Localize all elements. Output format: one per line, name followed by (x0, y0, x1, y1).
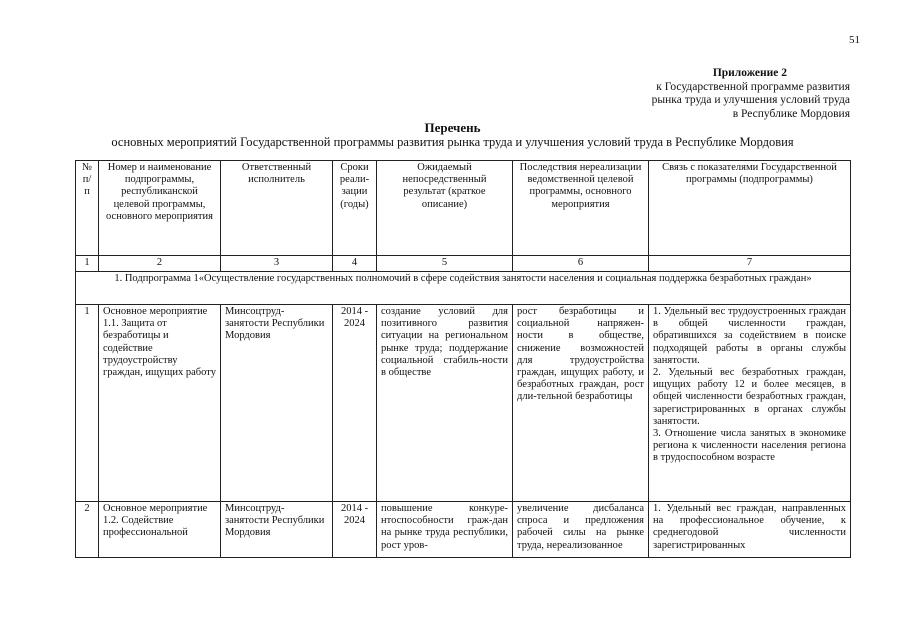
header-result: Ожидаемый непосредственный результат (краткое описание) (377, 161, 513, 256)
header-period: Сроки реали-зации (годы) (333, 161, 377, 256)
appendix-line: в Республике Мордовия (732, 107, 850, 120)
section-title: 1. Подпрограмма 1«Осуществление государственных полномочий в сфере содействия занятости населения и социальная поддержка безработных граждан» (76, 272, 851, 305)
section-row (76, 272, 851, 305)
header-name: Номер и наименование подпрограммы, республиканской целевой программы, основного мероприятия (99, 161, 221, 256)
indicator-item: 2. Удельный вес безработных граждан, ищущих работу 12 и более месяцев, в общей численности безработных граждан, зарегистрированных в органах службы занятости. (653, 367, 846, 427)
column-number: 4 (333, 256, 377, 272)
indicator-item: 3. Отношение числа занятых в экономике региона к численности населения региона в трудоспособном возрасте (653, 428, 846, 464)
indicator-item: 1. Удельный вес граждан, направленных на профессиональное обучение, к среднегодовой численности зарегистрированных (653, 503, 846, 551)
appendix-block (600, 67, 850, 121)
row-name: Основное мероприятие 1.2. Содействие профессиональной (99, 502, 221, 558)
row-indicators (649, 305, 851, 502)
row-name: Основное мероприятие 1.1. Защита от безработицы и содействие трудоустройству граждан, ищущих работу (99, 305, 221, 502)
row-indicators (649, 502, 851, 558)
appendix-line: рынка труда и улучшения условий труда (651, 94, 850, 106)
column-number: 6 (513, 256, 649, 272)
row-consequences: рост безработицы и социальной напряжен-ности в обществе, снижение возможностей для трудоустройства граждан, ищущих работу, и безработных граждан, рост дли-тельной безработицы (513, 305, 649, 502)
header-row (76, 161, 851, 256)
table-row (76, 305, 851, 502)
column-number: 5 (377, 256, 513, 272)
page-number: 51 (849, 34, 860, 46)
row-period: 2014 - 2024 (333, 502, 377, 558)
table-row (76, 502, 851, 558)
column-number: 3 (221, 256, 333, 272)
column-number: 1 (76, 256, 99, 272)
column-number: 7 (649, 256, 851, 272)
row-result: создание условий для позитивного развития ситуации на региональном рынке труда; поддержание социальной стабиль-ности в обществе (377, 305, 513, 502)
column-number: 2 (99, 256, 221, 272)
row-executor: Минсоцтруд-занятости Республики Мордовия (221, 502, 333, 558)
appendix-title: Приложение 2 (712, 67, 787, 79)
row-number: 2 (76, 502, 99, 558)
row-result: повышение конкуре-нтоспособности граж-дан на рынке труда республики, рост уров- (377, 502, 513, 558)
header-num: № п/п (76, 161, 99, 256)
row-period: 2014 - 2024 (333, 305, 377, 502)
row-consequences: увеличение дисбаланса спроса и предложения рабочей силы на рынке труда, нереализованное (513, 502, 649, 558)
header-consequences: Последствия нереализации ведомственной целевой программы, основного мероприятия (513, 161, 649, 256)
header-executor: Ответственный исполнитель (221, 161, 333, 256)
row-number: 1 (76, 305, 99, 502)
column-number-row (76, 256, 851, 272)
header-indicators: Связь с показателями Государственной программы (подпрограммы) (649, 161, 851, 256)
document-subtitle: основных мероприятий Государственной программы развития рынка труда и улучшения условий труда в Республике Мордовия (111, 135, 794, 149)
appendix-line: к Государственной программе развития (656, 80, 850, 93)
row-executor: Минсоцтруд-занятости Республики Мордовия (221, 305, 333, 502)
document-title: Перечень (424, 120, 481, 135)
indicator-item: 1. Удельный вес трудоустроенных граждан в общей численности граждан, обратившихся за содействием в поиске подходящей работы в органы службы занятости. (653, 306, 846, 366)
measures-table (75, 160, 851, 558)
